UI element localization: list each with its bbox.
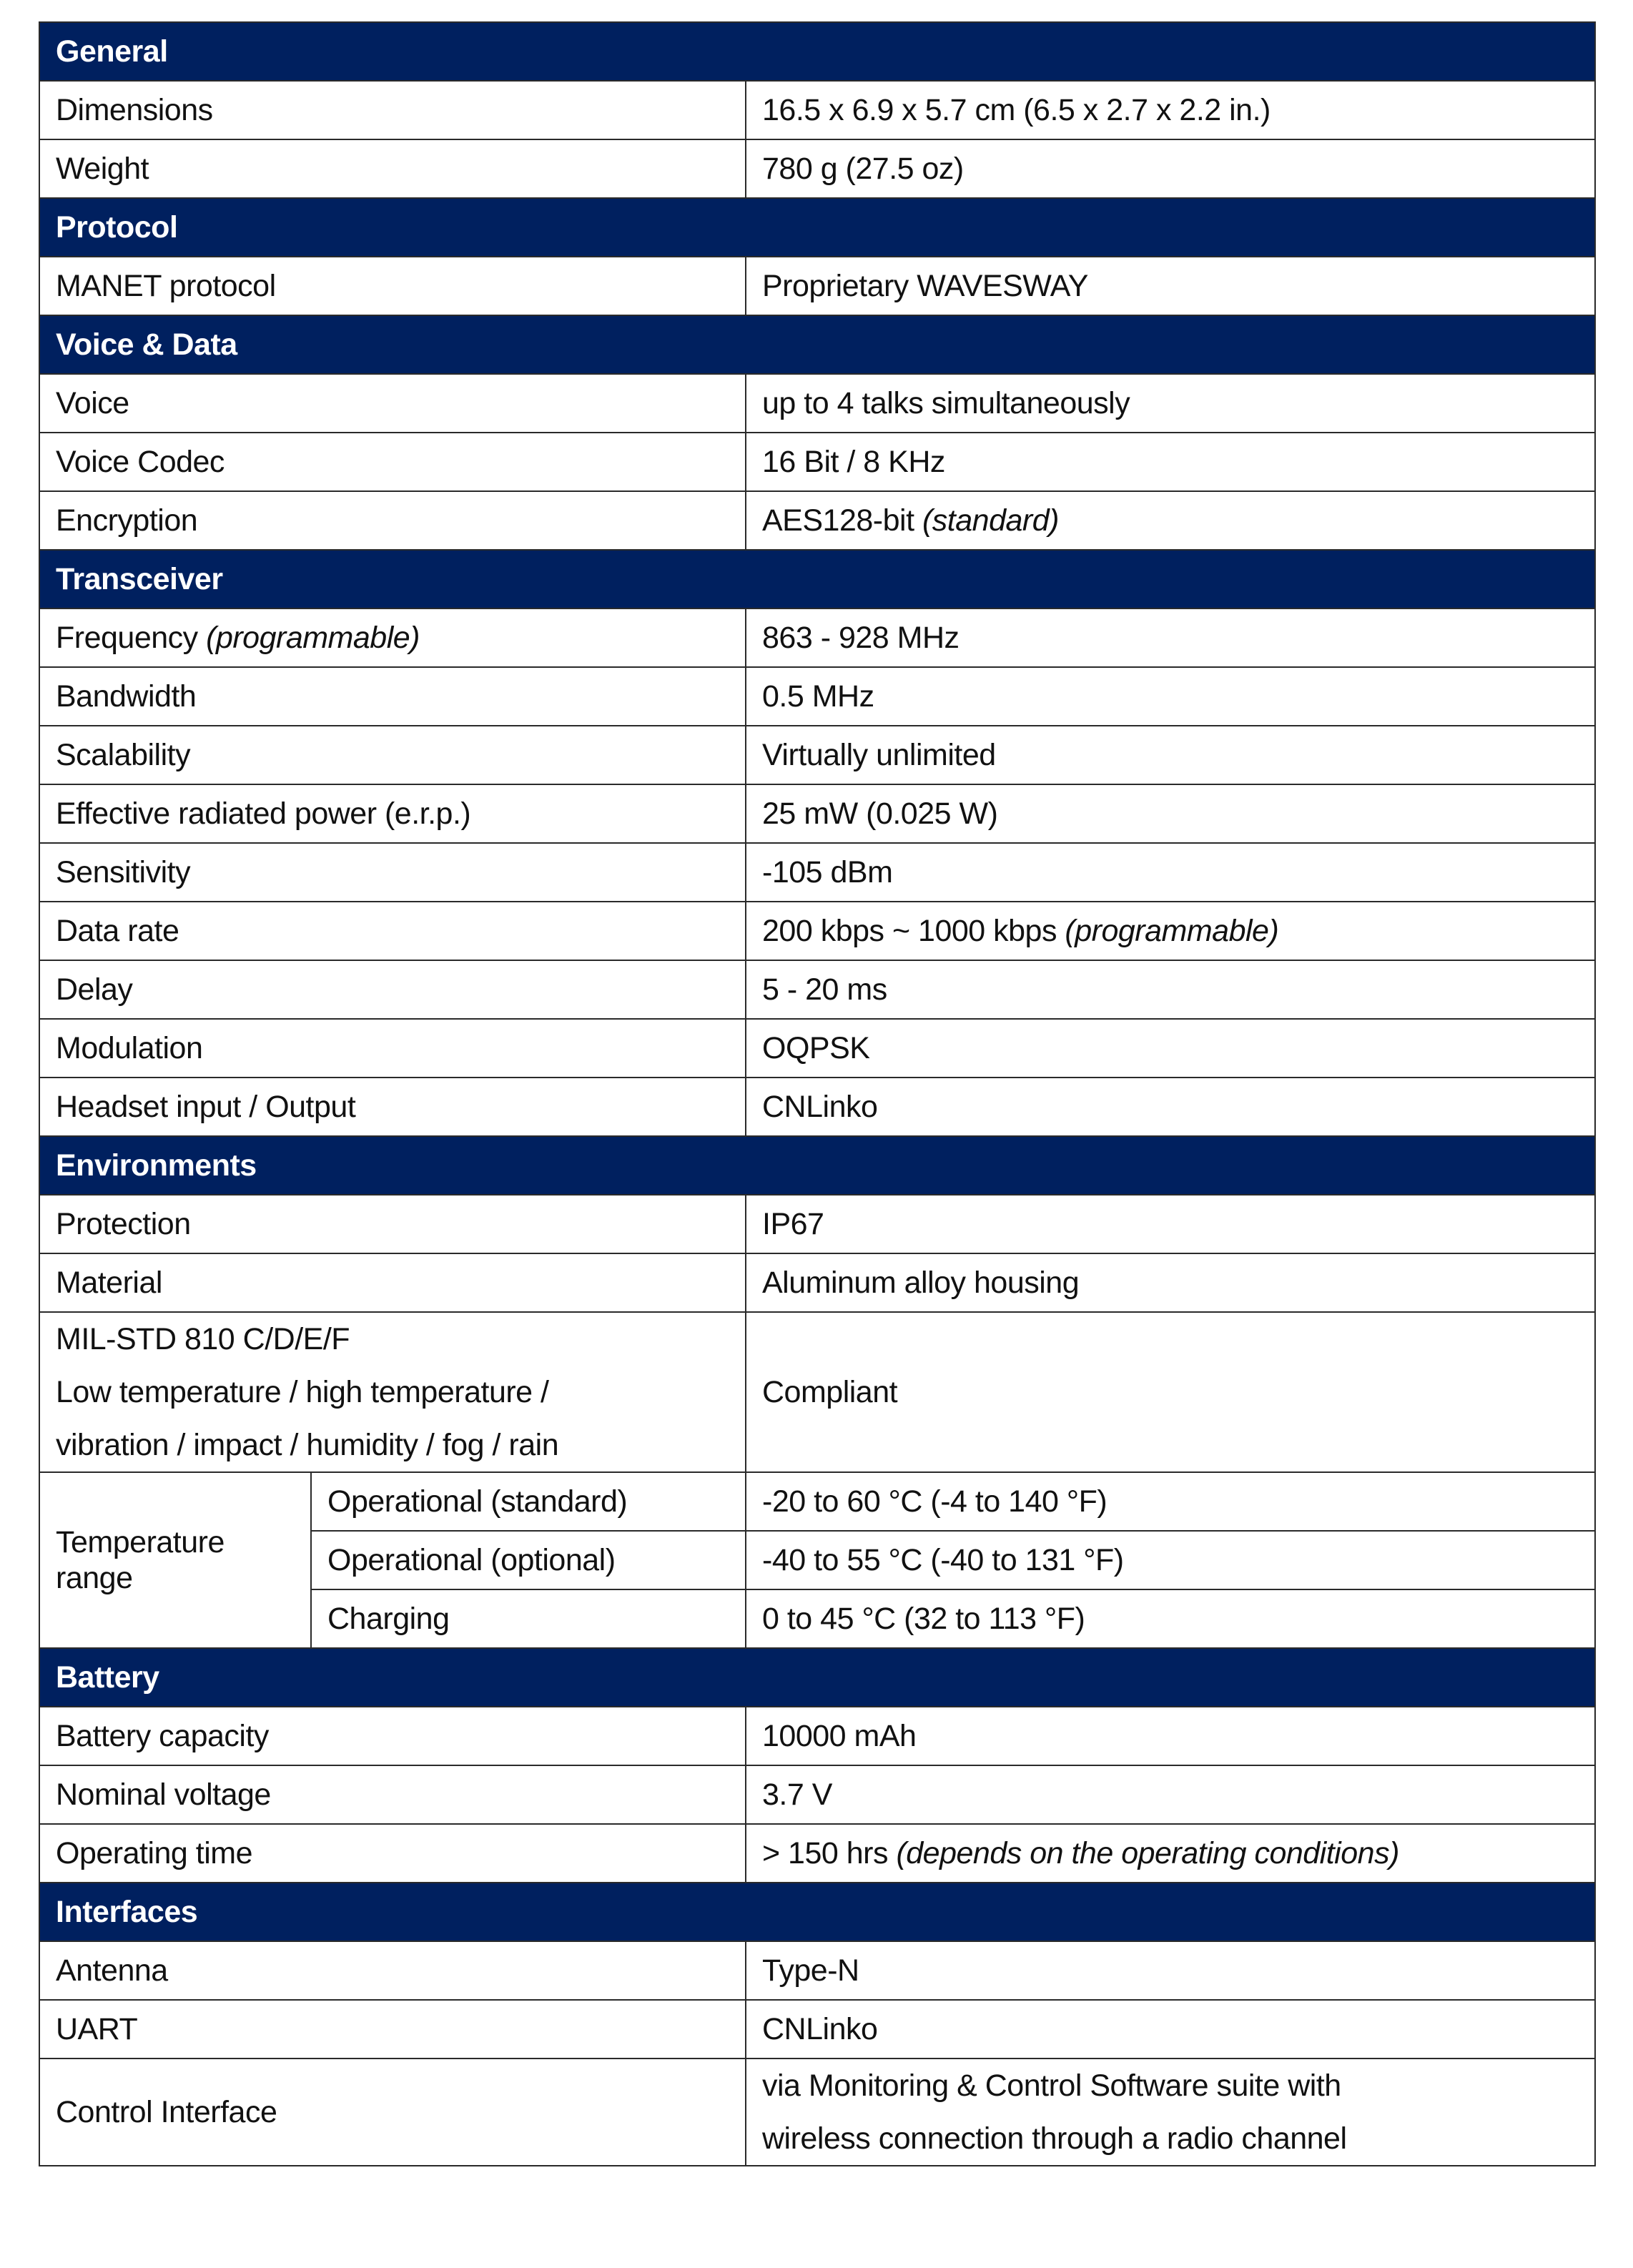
spec-value (746, 139, 1595, 198)
label-text: Modulation (56, 1031, 203, 1065)
spec-row (39, 433, 1595, 491)
spec-label (39, 1707, 746, 1765)
spec-label (39, 433, 746, 491)
value-text: 780 g (27.5 oz) (762, 152, 964, 186)
spec-value (746, 608, 1595, 667)
spec-value (746, 433, 1595, 491)
spec-label (39, 81, 746, 139)
label-text: UART (56, 2012, 138, 2046)
value-text: -105 dBm (762, 855, 893, 889)
label-text: Effective radiated power (e.r.p.) (56, 797, 471, 831)
label-line: vibration / impact / humidity / fog / rain (56, 1428, 559, 1462)
spec-row (39, 608, 1595, 667)
spec-row-mil-std (39, 1312, 1595, 1472)
spec-row (39, 1253, 1595, 1312)
spec-row (39, 902, 1595, 960)
spec-label (39, 726, 746, 784)
section-header (39, 315, 1595, 374)
spec-row (39, 1078, 1595, 1136)
label-text: Encryption (56, 503, 198, 538)
spec-label (39, 1195, 746, 1253)
section-title: Protocol (39, 198, 1595, 257)
spec-label (39, 1019, 746, 1078)
italic-note: (programmable) (206, 621, 420, 655)
value-text: 16 Bit / 8 KHz (762, 445, 945, 479)
value-text: 0.5 MHz (762, 679, 874, 714)
value-text: Virtually unlimited (762, 738, 996, 772)
value-text: CNLinko (762, 2012, 878, 2046)
section-title: Battery (39, 1648, 1595, 1707)
label-text: Antenna (56, 1953, 168, 1988)
spec-row (39, 139, 1595, 198)
spec-label (39, 139, 746, 198)
spec-value (746, 1195, 1595, 1253)
label-text: Data rate (56, 914, 179, 948)
temperature-range-label: Temperature range (39, 1472, 311, 1648)
spec-value (746, 1824, 1595, 1883)
italic-note: (depends on the operating conditions) (896, 1836, 1399, 1870)
spec-value (746, 1078, 1595, 1136)
label-text: Frequency (56, 621, 198, 655)
temperature-value: -40 to 55 °C (-40 to 131 °F) (746, 1531, 1595, 1589)
spec-row (39, 1019, 1595, 1078)
label-text: Scalability (56, 738, 191, 772)
label-text: Protection (56, 1207, 191, 1241)
spec-row (39, 843, 1595, 902)
spec-label (39, 608, 746, 667)
spec-label (39, 1078, 746, 1136)
value-line: via Monitoring & Control Software suite with (762, 2069, 1341, 2103)
spec-row (39, 257, 1595, 315)
spec-label (39, 902, 746, 960)
spec-value (746, 960, 1595, 1019)
spec-value: Compliant (746, 1312, 1595, 1472)
label-text: Delay (56, 972, 133, 1007)
label-text: Battery capacity (56, 1719, 269, 1753)
spec-value (746, 1765, 1595, 1824)
spec-label (39, 1312, 746, 1472)
value-text: up to 4 talks simultaneously (762, 386, 1130, 420)
label-text: Operating time (56, 1836, 253, 1870)
label-text: MANET protocol (56, 269, 276, 303)
spec-row (39, 1941, 1595, 2000)
temperature-value: -20 to 60 °C (-4 to 140 °F) (746, 1472, 1595, 1531)
value-text: Type-N (762, 1953, 859, 1988)
spec-value (746, 667, 1595, 726)
value-text: 25 mW (0.025 W) (762, 797, 998, 831)
spec-value (746, 257, 1595, 315)
value-text: 10000 mAh (762, 1719, 917, 1753)
spec-row (39, 1765, 1595, 1824)
spec-row (39, 667, 1595, 726)
section-header (39, 198, 1595, 257)
value-line: wireless connection through a radio channel (762, 2121, 1347, 2156)
value-text: > 150 hrs (762, 1836, 888, 1870)
value-text: 863 - 928 MHz (762, 621, 959, 655)
section-header (39, 1648, 1595, 1707)
temperature-condition: Operational (standard) (311, 1472, 746, 1531)
spec-value (746, 1019, 1595, 1078)
value-text: Proprietary WAVESWAY (762, 269, 1088, 303)
spec-value (746, 81, 1595, 139)
section-title: Transceiver (39, 550, 1595, 608)
label-text: Headset input / Output (56, 1090, 356, 1124)
spec-label (39, 1941, 746, 2000)
temperature-condition: Operational (optional) (311, 1531, 746, 1589)
label-text: Bandwidth (56, 679, 197, 714)
value-text: CNLinko (762, 1090, 878, 1124)
label-text: Weight (56, 152, 149, 186)
spec-row (39, 784, 1595, 843)
spec-label (39, 1253, 746, 1312)
spec-value (746, 902, 1595, 960)
spec-label (39, 1765, 746, 1824)
spec-value (746, 2000, 1595, 2059)
section-header (39, 550, 1595, 608)
spec-label (39, 2000, 746, 2059)
label-text: Dimensions (56, 93, 213, 127)
value-text: AES128-bit (762, 503, 914, 538)
italic-note: (programmable) (1065, 914, 1279, 948)
spec-row (39, 374, 1595, 433)
value-text: 200 kbps ~ 1000 kbps (762, 914, 1057, 948)
temperature-condition: Charging (311, 1589, 746, 1648)
spec-label: Control Interface (39, 2059, 746, 2166)
value-text: 5 - 20 ms (762, 972, 887, 1007)
spec-row (39, 960, 1595, 1019)
spec-value (746, 726, 1595, 784)
temperature-row (39, 1472, 1595, 1531)
spec-value (746, 374, 1595, 433)
spec-label (39, 667, 746, 726)
spec-value (746, 784, 1595, 843)
section-title: Environments (39, 1136, 1595, 1195)
label-text: Sensitivity (56, 855, 191, 889)
spec-row-control-interface (39, 2059, 1595, 2166)
spec-value (746, 2059, 1595, 2166)
spec-label (39, 491, 746, 550)
value-text: Aluminum alloy housing (762, 1266, 1080, 1300)
spec-row (39, 1195, 1595, 1253)
section-title: General (39, 22, 1595, 81)
label-line: Low temperature / high temperature / (56, 1375, 549, 1409)
label-text: Material (56, 1266, 162, 1300)
section-header (39, 1883, 1595, 1941)
spec-row (39, 1824, 1595, 1883)
spec-value (746, 1253, 1595, 1312)
value-text: 3.7 V (762, 1778, 832, 1812)
spec-value (746, 1707, 1595, 1765)
section-title: Voice & Data (39, 315, 1595, 374)
spec-row (39, 2000, 1595, 2059)
spec-table (39, 21, 1596, 2166)
spec-label (39, 374, 746, 433)
spec-value (746, 843, 1595, 902)
spec-row (39, 1707, 1595, 1765)
section-title: Interfaces (39, 1883, 1595, 1941)
value-text: IP67 (762, 1207, 824, 1241)
value-text: 16.5 x 6.9 x 5.7 cm (6.5 x 2.7 x 2.2 in.) (762, 93, 1271, 127)
spec-value (746, 1941, 1595, 2000)
spec-row (39, 726, 1595, 784)
spec-row (39, 81, 1595, 139)
spec-label (39, 784, 746, 843)
section-header (39, 1136, 1595, 1195)
italic-note: (standard) (922, 503, 1059, 538)
label-text: Voice Codec (56, 445, 225, 479)
spec-label (39, 1824, 746, 1883)
spec-row (39, 491, 1595, 550)
section-header (39, 22, 1595, 81)
label-line: MIL-STD 810 C/D/E/F (56, 1322, 350, 1356)
label-text: Voice (56, 386, 129, 420)
spec-label (39, 257, 746, 315)
spec-label (39, 843, 746, 902)
value-text: OQPSK (762, 1031, 870, 1065)
spec-value (746, 491, 1595, 550)
temperature-value: 0 to 45 °C (32 to 113 °F) (746, 1589, 1595, 1648)
label-text: Nominal voltage (56, 1778, 271, 1812)
spec-label (39, 960, 746, 1019)
